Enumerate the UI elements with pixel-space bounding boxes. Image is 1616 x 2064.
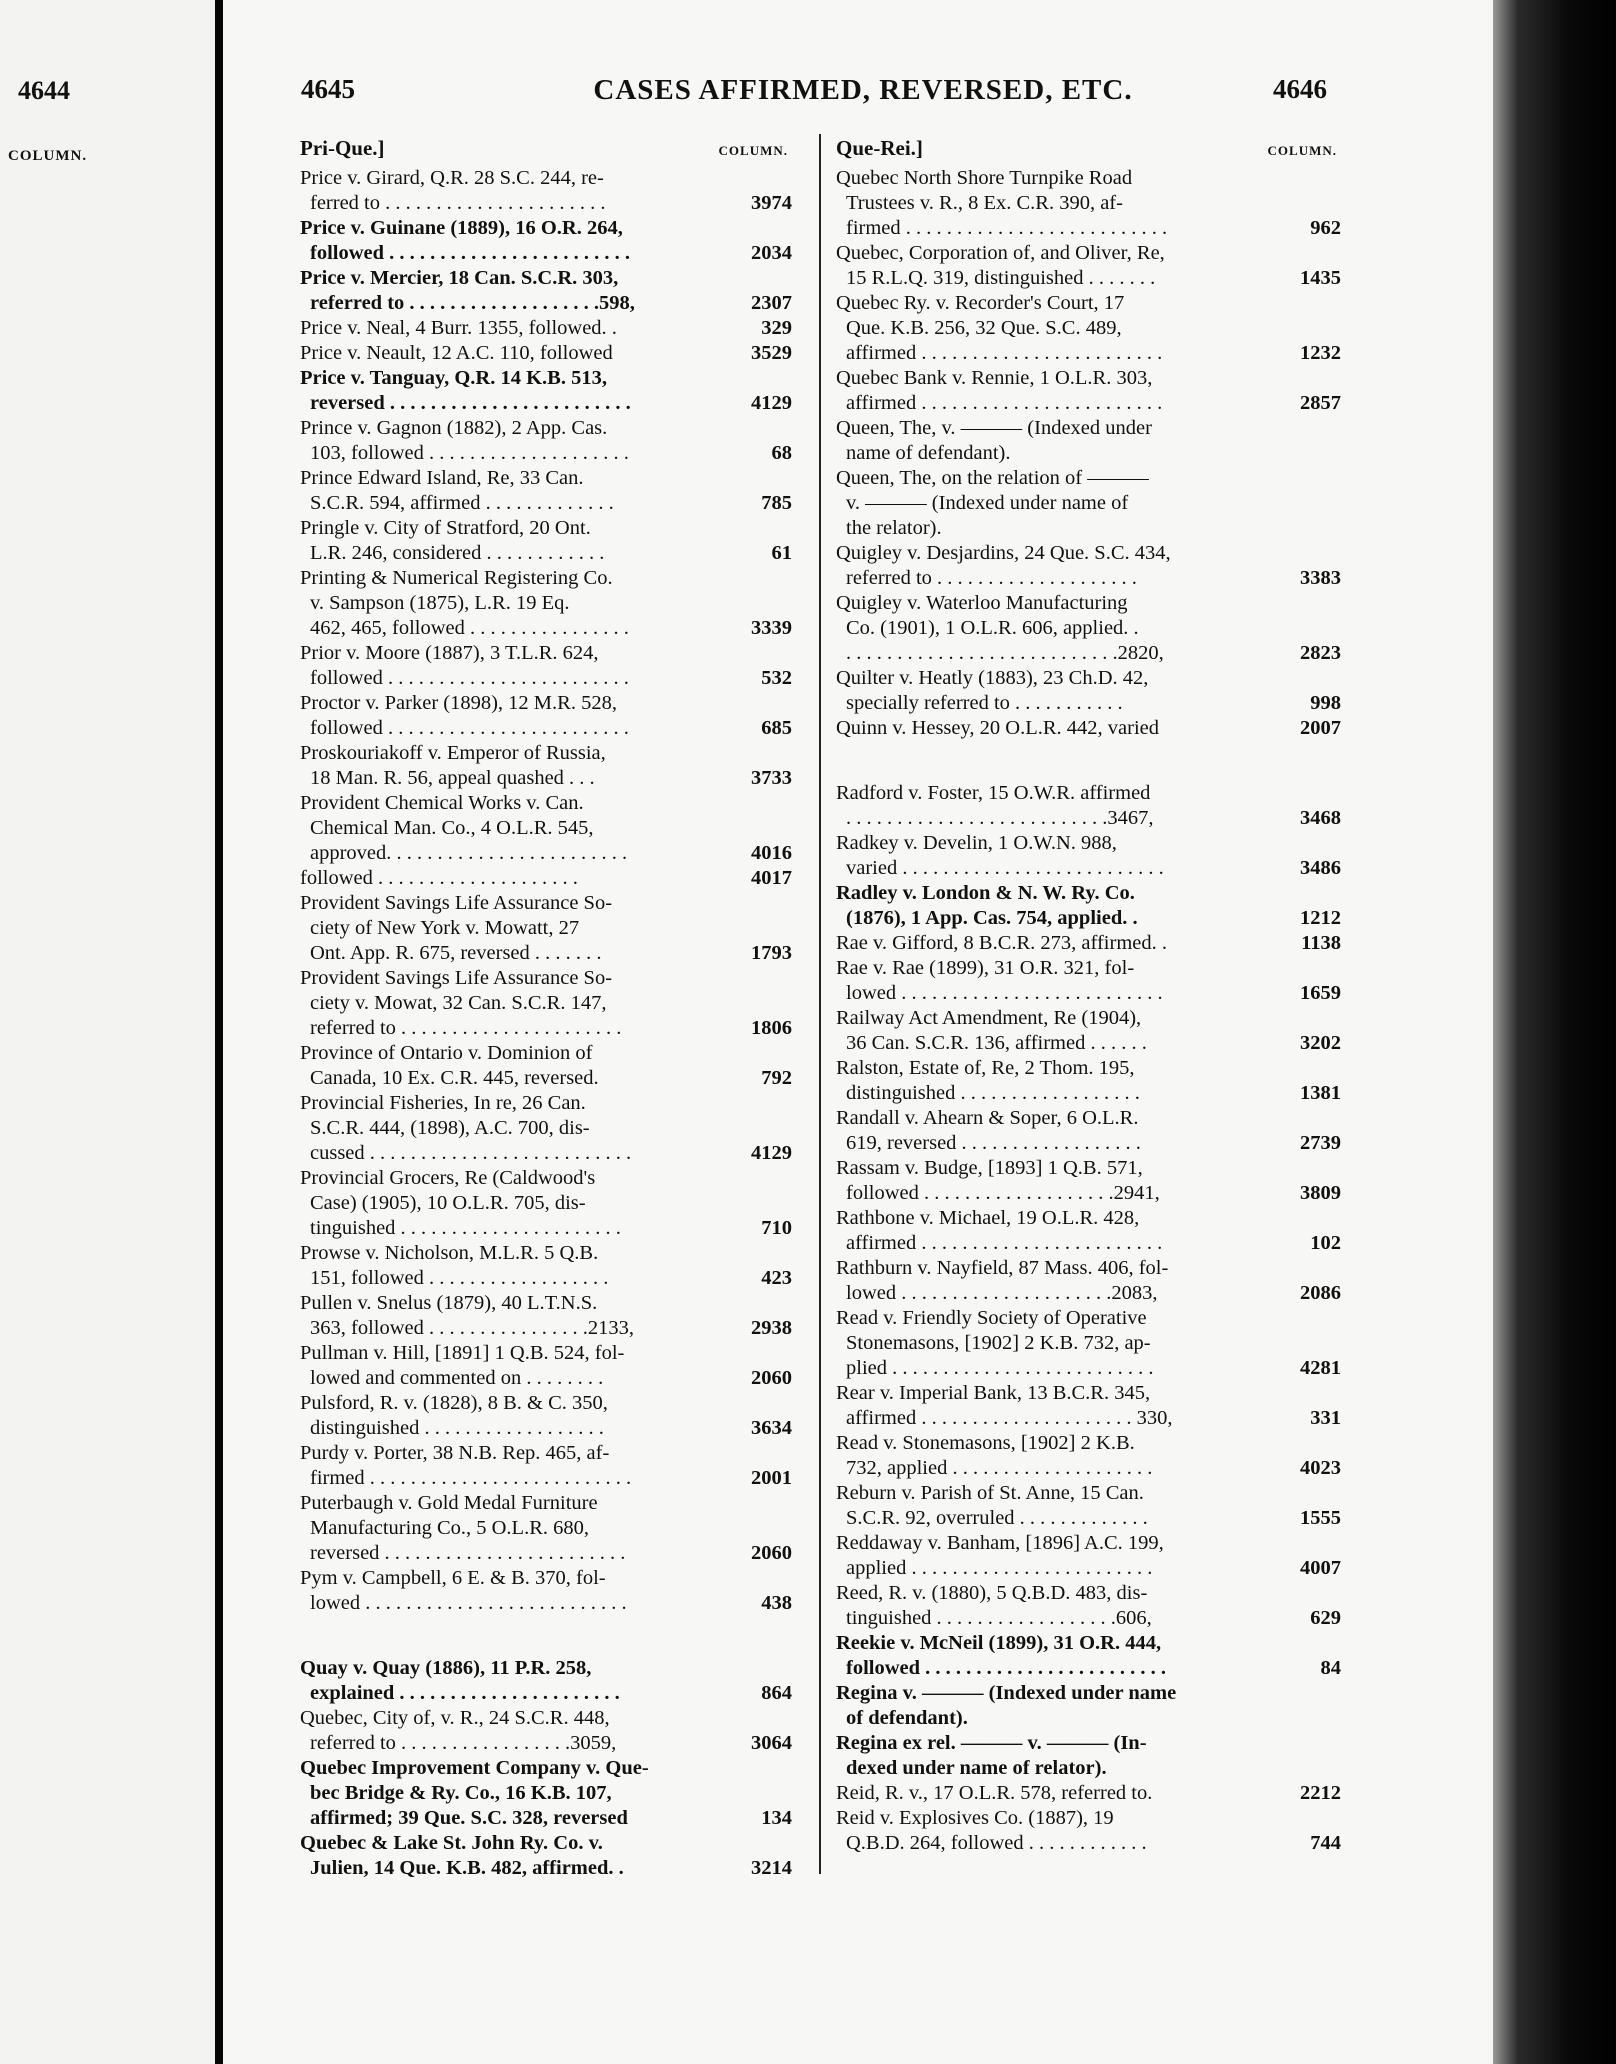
entry-column-number: 1212: [1300, 907, 1341, 929]
entry-column-number: 1435: [1300, 267, 1341, 289]
index-entry: [836, 1431, 1341, 1481]
entry-citation: Quebec North Shore Turnpike Road Trustees v. R., 8 Ex. C.R. 390, af- firmed . . . . . . . . . . . . . . . . . . . . . . . . . .: [836, 167, 1168, 239]
entry-column-number: 1793: [751, 942, 792, 964]
index-entry: [300, 1656, 792, 1706]
entry-citation: Reburn v. Parish of St. Anne, 15 Can. S.C.R. 92, overruled . . . . . . . . . . . . .: [836, 1482, 1148, 1529]
index-entry: [300, 1391, 792, 1441]
entry-citation: Radley v. London & N. W. Ry. Co. (1876), 1 App. Cas. 754, applied. .: [836, 882, 1138, 929]
column-range: Que-Rei.]: [836, 136, 923, 160]
index-entry: [836, 666, 1341, 716]
index-entry: [300, 566, 792, 641]
index-entry: [300, 1241, 792, 1291]
index-entry: [836, 366, 1341, 416]
index-entry: [836, 716, 1341, 741]
entry-column-number: 3202: [1300, 1032, 1341, 1054]
entry-citation: Quebec Ry. v. Recorder's Court, 17 Que. K.B. 256, 32 Que. S.C. 489, affirmed . . . . . . . . . . . . . . . . . . . . . . . .: [836, 292, 1163, 364]
index-entry: [300, 1566, 792, 1616]
entry-column-number: 134: [761, 1807, 792, 1829]
index-entry: [300, 1441, 792, 1491]
entry-citation: Reekie v. McNeil (1899), 31 O.R. 444, followed . . . . . . . . . . . . . . . . . . . . . . . .: [836, 1632, 1167, 1679]
section-gap: [300, 1616, 792, 1656]
entry-column-number: 3974: [751, 192, 792, 214]
entry-citation: Radford v. Foster, 15 O.W.R. affirmed . . . . . . . . . . . . . . . . . . . . . . . . . .3467,: [836, 782, 1154, 829]
entry-citation: Rassam v. Budge, [1893] 1 Q.B. 571, followed . . . . . . . . . . . . . . . . . . .2941,: [836, 1157, 1160, 1204]
index-entry: [836, 1731, 1341, 1781]
entry-column-number: 102: [1310, 1232, 1341, 1254]
index-entry: [300, 1341, 792, 1391]
index-entry: [300, 741, 792, 791]
entry-citation: Prince v. Gagnon (1882), 2 App. Cas. 103, followed . . . . . . . . . . . . . . . . . . . .: [300, 417, 629, 464]
entry-column-number: 785: [761, 492, 792, 514]
index-entry: [300, 1756, 792, 1831]
index-entry: [836, 466, 1341, 541]
entry-column-number: 998: [1310, 692, 1341, 714]
index-entry: [836, 541, 1341, 591]
entry-citation: Reid v. Explosives Co. (1887), 19 Q.B.D. 264, followed . . . . . . . . . . . .: [836, 1807, 1147, 1854]
entry-citation: Reid, R. v., 17 O.L.R. 578, referred to.: [836, 1782, 1153, 1804]
entry-column-number: 1806: [751, 1017, 792, 1039]
entry-citation: Provincial Fisheries, In re, 26 Can. S.C.R. 444, (1898), A.C. 700, dis- cussed . . . . . . . . . . . . . . . . . . . . . . . . . .: [300, 1092, 632, 1164]
index-entry: [836, 416, 1341, 466]
entry-citation: Queen, The, on the relation of ——— v. ——— (Indexed under name of the relator).: [836, 467, 1149, 539]
column-divider: [819, 134, 821, 1874]
index-entry: [300, 1291, 792, 1341]
index-entry: [300, 791, 792, 866]
entry-citation: Read v. Stonemasons, [1902] 2 K.B. 732, applied . . . . . . . . . . . . . . . . . . . .: [836, 1432, 1153, 1479]
entry-column-number: 962: [1310, 217, 1341, 239]
entry-citation: Quigley v. Waterloo Manufacturing Co. (1901), 1 O.L.R. 606, applied. . . . . . . . . . . . . . . . . . . . . . . . . . . . .2820,: [836, 592, 1164, 664]
entry-column-number: 3339: [751, 617, 792, 639]
column-header: [836, 136, 1341, 166]
page-gutter: [215, 0, 223, 2064]
previous-page-number: 4644: [18, 76, 70, 105]
index-entry: [836, 1056, 1341, 1106]
entry-column-number: 4007: [1300, 1557, 1341, 1579]
entry-column-number: 2212: [1300, 1782, 1341, 1804]
index-entry: [836, 591, 1341, 666]
entry-column-number: 2001: [751, 1467, 792, 1489]
entry-citation: Price v. Mercier, 18 Can. S.C.R. 303, referred to . . . . . . . . . . . . . . . . . . .598,: [300, 267, 635, 314]
index-entry: [836, 956, 1341, 1006]
entry-list: [836, 166, 1341, 1856]
index-entry: [836, 1006, 1341, 1056]
entry-column-number: 3064: [751, 1732, 792, 1754]
entry-column-number: 2857: [1300, 392, 1341, 414]
entry-column-number: 4017: [751, 867, 792, 889]
entry-column-number: 2739: [1300, 1132, 1341, 1154]
entry-column-number: 2034: [751, 242, 792, 264]
index-entry: [836, 1106, 1341, 1156]
index-entry: [836, 241, 1341, 291]
previous-page-fragment: [0, 0, 215, 2064]
column-label: COLUMN.: [1267, 143, 1337, 158]
entry-citation: Randall v. Ahearn & Soper, 6 O.L.R. 619, reversed . . . . . . . . . . . . . . . . . .: [836, 1107, 1141, 1154]
index-entry: [836, 1806, 1341, 1856]
entry-column-number: 792: [761, 1067, 792, 1089]
book-spine-edge: [1493, 0, 1616, 2064]
index-entry: [836, 1631, 1341, 1681]
entry-citation: Radkey v. Develin, 1 O.W.N. 988, varied . . . . . . . . . . . . . . . . . . . . . . . . . .: [836, 832, 1164, 879]
page-number-right: 4646: [1273, 74, 1327, 104]
entry-citation: Provident Chemical Works v. Can. Chemical Man. Co., 4 O.L.R. 545, approved. . . . . . . . . . . . . . . . . . . . . . . .: [300, 792, 628, 864]
entry-citation: Purdy v. Porter, 38 N.B. Rep. 465, af- firmed . . . . . . . . . . . . . . . . . . . . . . . . . .: [300, 1442, 632, 1489]
entry-citation: Provident Savings Life Assurance So- ciety of New York v. Mowatt, 27 Ont. App. R. 675, reversed . . . . . . .: [300, 892, 613, 964]
entry-citation: Railway Act Amendment, Re (1904), 36 Can. S.C.R. 136, affirmed . . . . . .: [836, 1007, 1147, 1054]
entry-column-number: 629: [1310, 1607, 1341, 1629]
index-entry: [836, 1481, 1341, 1531]
entry-column-number: 2307: [751, 292, 792, 314]
entry-citation: Pringle v. City of Stratford, 20 Ont. L.R. 246, considered . . . . . . . . . . . .: [300, 517, 605, 564]
entry-citation: Prowse v. Nicholson, M.L.R. 5 Q.B. 151, followed . . . . . . . . . . . . . . . . . .: [300, 1242, 609, 1289]
entry-column-number: 1232: [1300, 342, 1341, 364]
index-column-2: [836, 136, 1341, 1856]
entry-column-number: 3214: [751, 1857, 792, 1879]
entry-citation: Rathburn v. Nayfield, 87 Mass. 406, fol- lowed . . . . . . . . . . . . . . . . . . . . .2083,: [836, 1257, 1169, 1304]
entry-citation: Ralston, Estate of, Re, 2 Thom. 195, distinguished . . . . . . . . . . . . . . . . . .: [836, 1057, 1140, 1104]
index-page: [223, 0, 1493, 2064]
index-entry: [300, 316, 792, 341]
entry-citation: Proskouriakoff v. Emperor of Russia, 18 Man. R. 56, appeal quashed . . .: [300, 742, 606, 789]
entry-column-number: 61: [771, 542, 792, 564]
entry-citation: followed . . . . . . . . . . . . . . . . . . . .: [300, 867, 578, 889]
entry-column-number: 685: [761, 717, 792, 739]
index-entry: [836, 1156, 1341, 1206]
entry-citation: Regina v. ——— (Indexed under name of defendant).: [836, 1682, 1177, 1729]
entry-column-number: 3468: [1300, 807, 1341, 829]
page-title: CASES AFFIRMED, REVERSED, ETC.: [593, 74, 1133, 106]
entry-citation: Quebec Improvement Company v. Que- bec Bridge & Ry. Co., 16 K.B. 107, affirmed; 39 Que. S.C. 328, reversed: [300, 1757, 649, 1829]
entry-column-number: 3486: [1300, 857, 1341, 879]
entry-column-number: 3383: [1300, 567, 1341, 589]
column-label: COLUMN.: [718, 143, 788, 158]
index-entry: [300, 1041, 792, 1091]
entry-citation: Printing & Numerical Registering Co. v. Sampson (1875), L.R. 19 Eq. 462, 465, followed . . . . . . . . . . . . . . . .: [300, 567, 629, 639]
entry-citation: Price v. Neault, 12 A.C. 110, followed: [300, 342, 613, 364]
entry-column-number: 3529: [751, 342, 792, 364]
column-range: Pri-Que.]: [300, 136, 385, 160]
entry-citation: Pullen v. Snelus (1879), 40 L.T.N.S. 363, followed . . . . . . . . . . . . . . . .2133,: [300, 1292, 634, 1339]
entry-column-number: 864: [761, 1682, 792, 1704]
entry-citation: Price v. Tanguay, Q.R. 14 K.B. 513, reversed . . . . . . . . . . . . . . . . . . . . . . . .: [300, 367, 631, 414]
index-entry: [300, 341, 792, 366]
entry-column-number: 532: [761, 667, 792, 689]
entry-column-number: 1555: [1300, 1507, 1341, 1529]
entry-column-number: 1381: [1300, 1082, 1341, 1104]
index-entry: [300, 1091, 792, 1166]
entry-column-number: 2007: [1300, 717, 1341, 739]
index-entry: [300, 1831, 792, 1881]
entry-citation: Provincial Grocers, Re (Caldwood's Case) (1905), 10 O.L.R. 705, dis- tinguished . . . . . . . . . . . . . . . . . . . . . .: [300, 1167, 621, 1239]
index-column-1: [300, 136, 792, 1881]
index-entry: [836, 291, 1341, 366]
page-number-left: 4645: [301, 74, 355, 104]
index-entry: [836, 1306, 1341, 1381]
entry-column-number: 4129: [751, 392, 792, 414]
entry-column-number: 3733: [751, 767, 792, 789]
index-entry: [836, 166, 1341, 241]
index-entry: [836, 831, 1341, 881]
entry-column-number: 4129: [751, 1142, 792, 1164]
entry-column-number: 2938: [751, 1317, 792, 1339]
index-entry: [836, 781, 1341, 831]
entry-citation: Queen, The, v. ——— (Indexed under name of defendant).: [836, 417, 1152, 464]
entry-column-number: 3809: [1300, 1182, 1341, 1204]
index-entry: [300, 516, 792, 566]
index-entry: [836, 881, 1341, 931]
entry-column-number: 1659: [1300, 982, 1341, 1004]
entry-citation: Price v. Neal, 4 Burr. 1355, followed. .: [300, 317, 617, 339]
entry-citation: Regina ex rel. ——— v. ——— (In- dexed under name of relator).: [836, 1732, 1147, 1779]
index-entry: [300, 466, 792, 516]
entry-column-number: 4016: [751, 842, 792, 864]
entry-citation: Quebec Bank v. Rennie, 1 O.L.R. 303, affirmed . . . . . . . . . . . . . . . . . . . . . . . .: [836, 367, 1163, 414]
entry-column-number: 331: [1310, 1407, 1341, 1429]
index-entry: [836, 1531, 1341, 1581]
entry-citation: Quay v. Quay (1886), 11 P.R. 258, explained . . . . . . . . . . . . . . . . . . . . . .: [300, 1657, 620, 1704]
entry-citation: Prince Edward Island, Re, 33 Can. S.C.R. 594, affirmed . . . . . . . . . . . . .: [300, 467, 614, 514]
entry-citation: Quebec, City of, v. R., 24 S.C.R. 448, referred to . . . . . . . . . . . . . . . . .3059,: [300, 1707, 617, 1754]
entry-citation: Quilter v. Heatly (1883), 23 Ch.D. 42, specially referred to . . . . . . . . . . .: [836, 667, 1149, 714]
entry-citation: Pym v. Campbell, 6 E. & B. 370, fol- lowed . . . . . . . . . . . . . . . . . . . . . . . . . .: [300, 1567, 627, 1614]
index-entry: [300, 216, 792, 266]
index-entry: [300, 691, 792, 741]
entry-column-number: 2060: [751, 1542, 792, 1564]
index-entry: [836, 1581, 1341, 1631]
entry-citation: Pulsford, R. v. (1828), 8 B. & C. 350, distinguished . . . . . . . . . . . . . . . . . .: [300, 1392, 608, 1439]
index-entry: [300, 866, 792, 891]
index-entry: [300, 891, 792, 966]
entry-citation: Quebec & Lake St. John Ry. Co. v. Julien, 14 Que. K.B. 482, affirmed. .: [300, 1832, 624, 1879]
entry-column-number: 1138: [1301, 932, 1341, 954]
entry-column-number: 4281: [1300, 1357, 1341, 1379]
index-entry: [300, 166, 792, 216]
index-entry: [300, 266, 792, 316]
entry-column-number: 423: [761, 1267, 792, 1289]
entry-list: [300, 166, 792, 1881]
index-entry: [300, 1166, 792, 1241]
index-entry: [836, 1681, 1341, 1731]
entry-column-number: 2060: [751, 1367, 792, 1389]
entry-citation: Proctor v. Parker (1898), 12 M.R. 528, followed . . . . . . . . . . . . . . . . . . . . . . . .: [300, 692, 629, 739]
entry-citation: Province of Ontario v. Dominion of Canada, 10 Ex. C.R. 445, reversed.: [300, 1042, 599, 1089]
index-entry: [836, 1781, 1341, 1806]
entry-column-number: 2823: [1300, 642, 1341, 664]
entry-citation: Reddaway v. Banham, [1896] A.C. 199, applied . . . . . . . . . . . . . . . . . . . . . . . .: [836, 1532, 1164, 1579]
index-entry: [300, 1706, 792, 1756]
index-entry: [836, 931, 1341, 956]
entry-column-number: 84: [1320, 1657, 1341, 1679]
entry-column-number: 744: [1310, 1832, 1341, 1854]
index-entry: [300, 366, 792, 416]
entry-citation: Provident Savings Life Assurance So- ciety v. Mowat, 32 Can. S.C.R. 147, referred to . . . . . . . . . . . . . . . . . . . . . .: [300, 967, 622, 1039]
index-entry: [300, 966, 792, 1041]
entry-citation: Rathbone v. Michael, 19 O.L.R. 428, affirmed . . . . . . . . . . . . . . . . . . . . . . . .: [836, 1207, 1163, 1254]
column-header: [300, 136, 792, 166]
entry-citation: Quigley v. Desjardins, 24 Que. S.C. 434, referred to . . . . . . . . . . . . . . . . . . . .: [836, 542, 1171, 589]
entry-citation: Quinn v. Hessey, 20 O.L.R. 442, varied: [836, 717, 1160, 739]
entry-citation: Rear v. Imperial Bank, 13 B.C.R. 345, affirmed . . . . . . . . . . . . . . . . . . . . . 330,: [836, 1382, 1173, 1429]
index-entry: [836, 1256, 1341, 1306]
index-entry: [836, 1381, 1341, 1431]
index-entry: [300, 416, 792, 466]
previous-page-column-header: COLUMN.: [8, 148, 88, 164]
entry-citation: Read v. Friendly Society of Operative Stonemasons, [1902] 2 K.B. 732, ap- plied . . . . . . . . . . . . . . . . . . . . . . . . . .: [836, 1307, 1154, 1379]
entry-citation: Reed, R. v. (1880), 5 Q.B.D. 483, dis- tinguished . . . . . . . . . . . . . . . . . .606,: [836, 1582, 1152, 1629]
entry-column-number: 329: [761, 317, 792, 339]
entry-citation: Prior v. Moore (1887), 3 T.L.R. 624, followed . . . . . . . . . . . . . . . . . . . . . . . .: [300, 642, 629, 689]
index-entry: [300, 1491, 792, 1566]
entry-column-number: 68: [771, 442, 792, 464]
entry-column-number: 438: [761, 1592, 792, 1614]
entry-column-number: 3634: [751, 1417, 792, 1439]
entry-citation: Puterbaugh v. Gold Medal Furniture Manufacturing Co., 5 O.L.R. 680, reversed . . . . . . . . . . . . . . . . . . . . . . . .: [300, 1492, 626, 1564]
entry-citation: Price v. Girard, Q.R. 28 S.C. 244, re- ferred to . . . . . . . . . . . . . . . . . . . . . .: [300, 167, 606, 214]
entry-citation: Price v. Guinane (1889), 16 O.R. 264, followed . . . . . . . . . . . . . . . . . . . . . . . .: [300, 217, 631, 264]
entry-citation: Rae v. Gifford, 8 B.C.R. 273, affirmed. .: [836, 932, 1167, 954]
entry-column-number: 4023: [1300, 1457, 1341, 1479]
entry-column-number: 2086: [1300, 1282, 1341, 1304]
index-entry: [836, 1206, 1341, 1256]
section-gap: [836, 741, 1341, 781]
entry-citation: Pullman v. Hill, [1891] 1 Q.B. 524, fol- lowed and commented on . . . . . . . .: [300, 1342, 625, 1389]
entry-citation: Rae v. Rae (1899), 31 O.R. 321, fol- lowed . . . . . . . . . . . . . . . . . . . . . . . . . .: [836, 957, 1163, 1004]
index-entry: [300, 641, 792, 691]
entry-column-number: 710: [761, 1217, 792, 1239]
entry-citation: Quebec, Corporation of, and Oliver, Re, 15 R.L.Q. 319, distinguished . . . . . . .: [836, 242, 1165, 289]
